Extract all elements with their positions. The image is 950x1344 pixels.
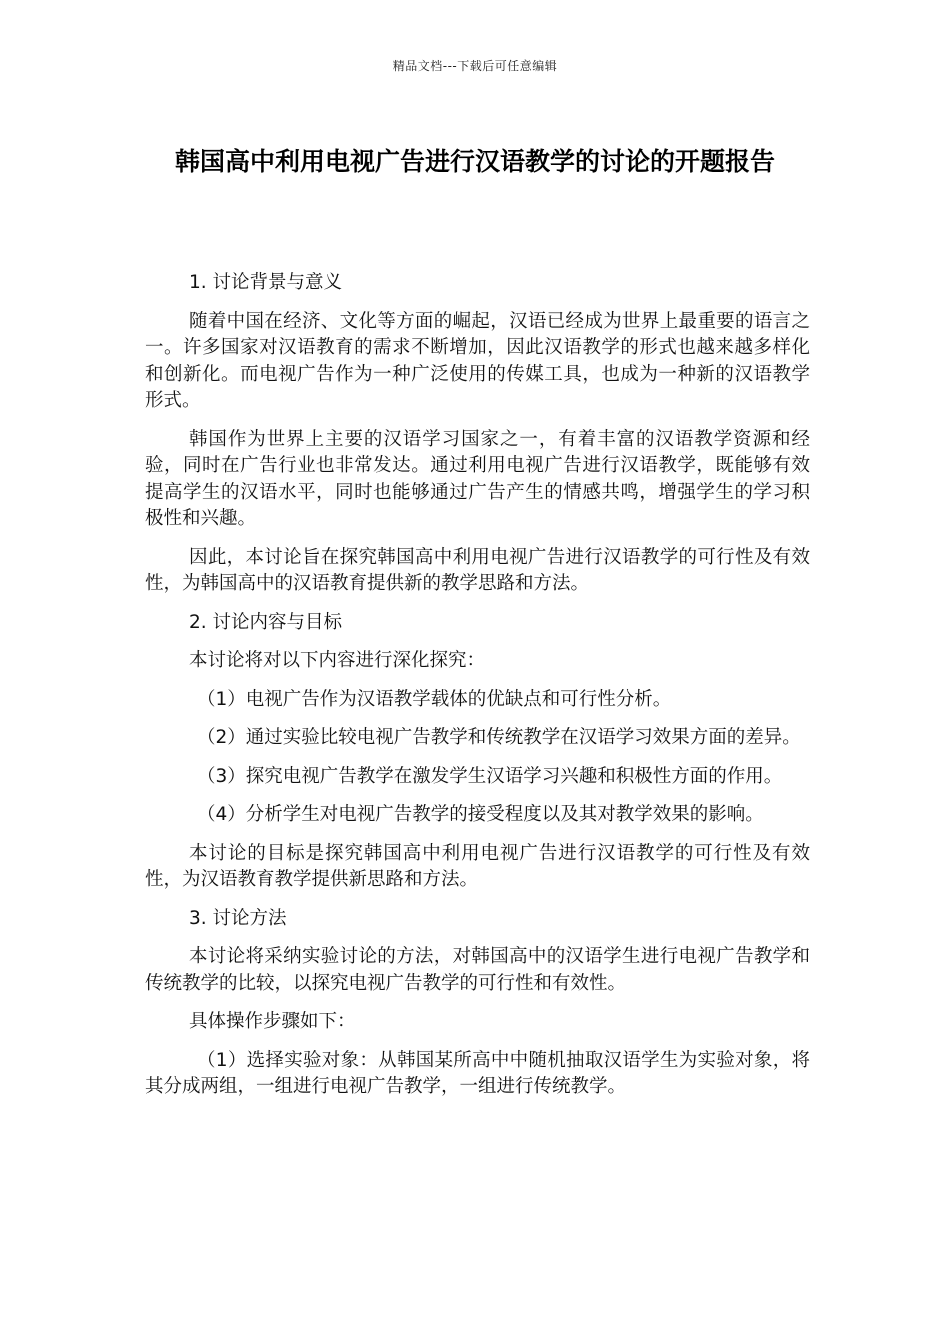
list-item: （4）分析学生对电视广告教学的接受程度以及其对教学效果的影响。 xyxy=(197,804,764,825)
list-item: （1）选择实验对象：从韩国某所高中中随机抽取汉语学生为实验对象，将其分成两组，一组进行电视广告教学，一组进行传统教学。 xyxy=(145,1049,810,1097)
paragraph: 本讨论将采纳实验讨论的方法，对韩国高中的汉语学生进行电视广告教学和传统教学的比较，以探究电视广告教学的可行性和有效性。 xyxy=(145,946,810,994)
paragraph: 韩国作为世界上主要的汉语学习国家之一，有着丰富的汉语教学资源和经验，同时在广告行业也非常发达。通过利用电视广告进行汉语教学，既能够有效提高学生的汉语水平，同时也能够通过广告产生的情感共鸣，增强学生的学习积极性和兴趣。 xyxy=(145,428,810,529)
document-body xyxy=(145,270,810,1113)
section-heading: 3. 讨论方法 xyxy=(189,907,287,929)
section-heading: 2. 讨论内容与目标 xyxy=(189,611,343,633)
section-heading: 1. 讨论背景与意义 xyxy=(189,272,343,293)
paragraph: 具体操作步骤如下： xyxy=(189,1011,356,1032)
list-item: （3）探究电视广告教学在激发学生汉语学习兴趣和积极性方面的作用。 xyxy=(197,765,783,787)
page-header: 精品文档---下载后可任意编辑 xyxy=(392,59,558,73)
document-title: 韩国高中利用电视广告进行汉语教学的讨论的开题报告 xyxy=(174,147,775,176)
list-item: （1）电视广告作为汉语教学载体的优缺点和可行性分析。 xyxy=(197,688,672,710)
paragraph: 本讨论的目标是探究韩国高中利用电视广告进行汉语教学的可行性及有效性，为汉语教育教学提供新思路和方法。 xyxy=(145,842,810,890)
paragraph: 因此，本讨论旨在探究韩国高中利用电视广告进行汉语教学的可行性及有效性，为韩国高中的汉语教育提供新的教学思路和方法。 xyxy=(145,546,810,594)
paragraph: 随着中国在经济、文化等方面的崛起，汉语已经成为世界上最重要的语言之一。许多国家对汉语教育的需求不断增加，因此汉语教学的形式也越来越多样化和创新化。而电视广告作为一种广泛使用的传媒工具，也成为一种新的汉语教学形式。 xyxy=(145,310,810,411)
list-item: （2）通过实验比较电视广告教学和传统教学在汉语学习效果方面的差异。 xyxy=(197,727,801,748)
paragraph: 本讨论将对以下内容进行深化探究： xyxy=(189,650,486,671)
